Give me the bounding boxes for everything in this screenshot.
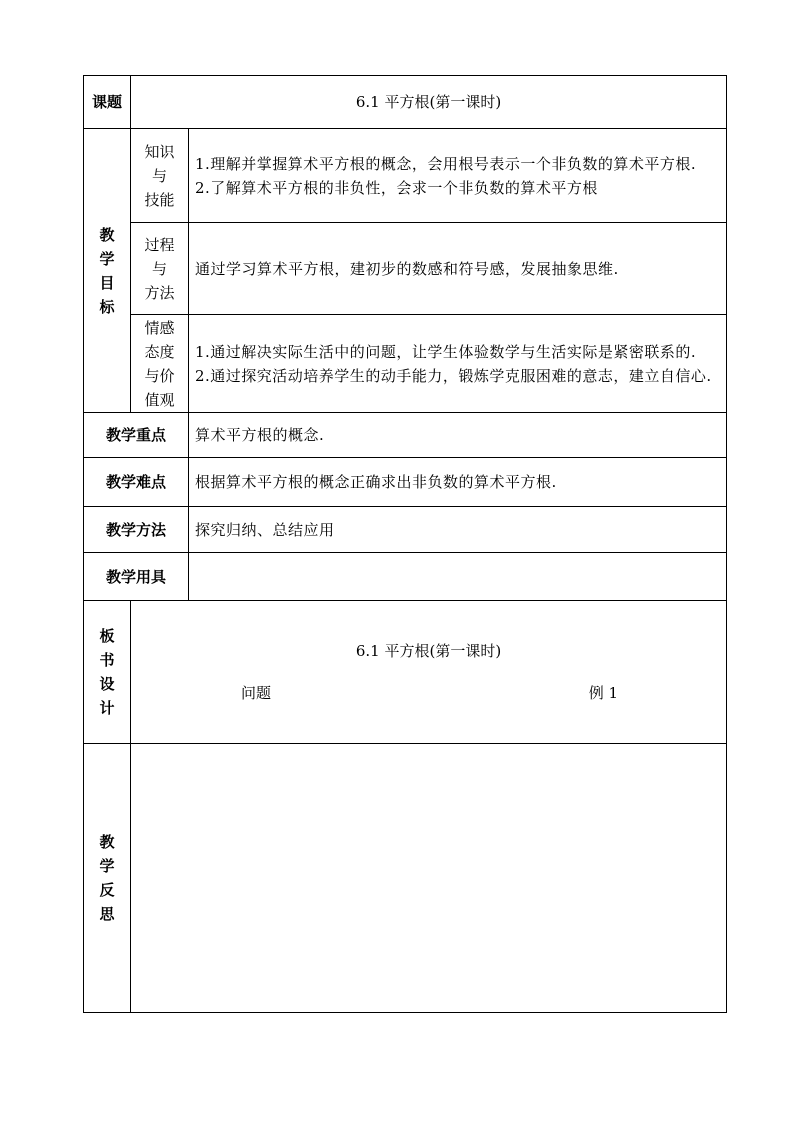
objectives-label-char: 目 — [99, 273, 115, 292]
topic-row — [84, 76, 727, 129]
emotion-label-line: 值观 — [144, 390, 175, 409]
method-row — [84, 507, 727, 553]
reflection-label-char: 学 — [99, 857, 115, 875]
emotion-label — [131, 315, 189, 413]
board-right-item: 例 1 — [588, 684, 619, 702]
reflection-label-char: 反 — [99, 881, 115, 899]
objectives-label-char: 教 — [99, 225, 115, 244]
board-content — [131, 601, 727, 744]
method-label: 教学方法 — [84, 507, 189, 553]
key-point-value: 算术平方根的概念. — [189, 413, 727, 458]
objective-knowledge-row — [84, 129, 727, 223]
board-label-char: 书 — [99, 651, 115, 669]
reflection-label-char: 思 — [99, 905, 115, 923]
objectives-label — [84, 129, 131, 413]
tools-value — [189, 553, 727, 601]
knowledge-line: 1.理解并掌握算术平方根的概念，会用根号表示一个非负数的算术平方根. — [195, 154, 697, 173]
process-label-line: 过程 — [144, 235, 175, 254]
tools-label: 教学用具 — [84, 553, 189, 601]
difficulty-row — [84, 458, 727, 507]
emotion-label-line: 态度 — [144, 342, 175, 361]
board-label-char: 设 — [99, 675, 115, 693]
objective-emotion-row — [84, 315, 727, 413]
board-label-char: 板 — [99, 627, 115, 645]
board-row — [84, 601, 727, 744]
knowledge-label-line: 与 — [151, 166, 167, 185]
difficulty-value: 根据算术平方根的概念正确求出非负数的算术平方根. — [189, 458, 727, 507]
reflection-label-char: 教 — [99, 833, 115, 851]
board-label-char: 计 — [99, 699, 115, 717]
knowledge-label — [131, 129, 189, 223]
process-label — [131, 223, 189, 315]
difficulty-label: 教学难点 — [84, 458, 189, 507]
process-content — [189, 223, 727, 315]
emotion-label-line: 情感 — [144, 318, 175, 337]
key-point-label: 教学重点 — [84, 413, 189, 458]
objectives-label-char: 标 — [99, 297, 115, 316]
knowledge-line: 2.了解算术平方根的非负性，会求一个非负数的算术平方根 — [195, 178, 598, 197]
board-left-item: 问题 — [241, 684, 272, 702]
reflection-content[interactable] — [131, 744, 727, 1013]
emotion-content — [189, 315, 727, 413]
method-value: 探究归纳、总结应用 — [189, 507, 727, 553]
process-label-line: 方法 — [144, 283, 175, 302]
board-label — [84, 601, 131, 744]
emotion-label-line: 与价 — [144, 366, 175, 385]
topic-value: 6.1 平方根(第一课时) — [131, 76, 727, 129]
process-label-line: 与 — [151, 259, 167, 278]
process-line: 通过学习算术平方根，建初步的数感和符号感，发展抽象思维. — [195, 259, 619, 278]
lesson-plan-table — [83, 75, 727, 1013]
emotion-line: 2.通过探究活动培养学生的动手能力，锻炼学克服困难的意志，建立自信心. — [195, 366, 712, 385]
key-point-row — [84, 413, 727, 458]
reflection-label — [84, 744, 131, 1013]
objective-process-row — [84, 223, 727, 315]
topic-label: 课题 — [84, 76, 131, 129]
board-title: 6.1 平方根(第一课时) — [355, 642, 502, 660]
emotion-line: 1.通过解决实际生活中的问题，让学生体验数学与生活实际是紧密联系的. — [195, 342, 697, 361]
reflection-row — [84, 744, 727, 1013]
knowledge-label-line: 技能 — [144, 190, 175, 209]
knowledge-label-line: 知识 — [144, 142, 175, 161]
objectives-label-char: 学 — [99, 249, 115, 268]
knowledge-content — [189, 129, 727, 223]
tools-row — [84, 553, 727, 601]
